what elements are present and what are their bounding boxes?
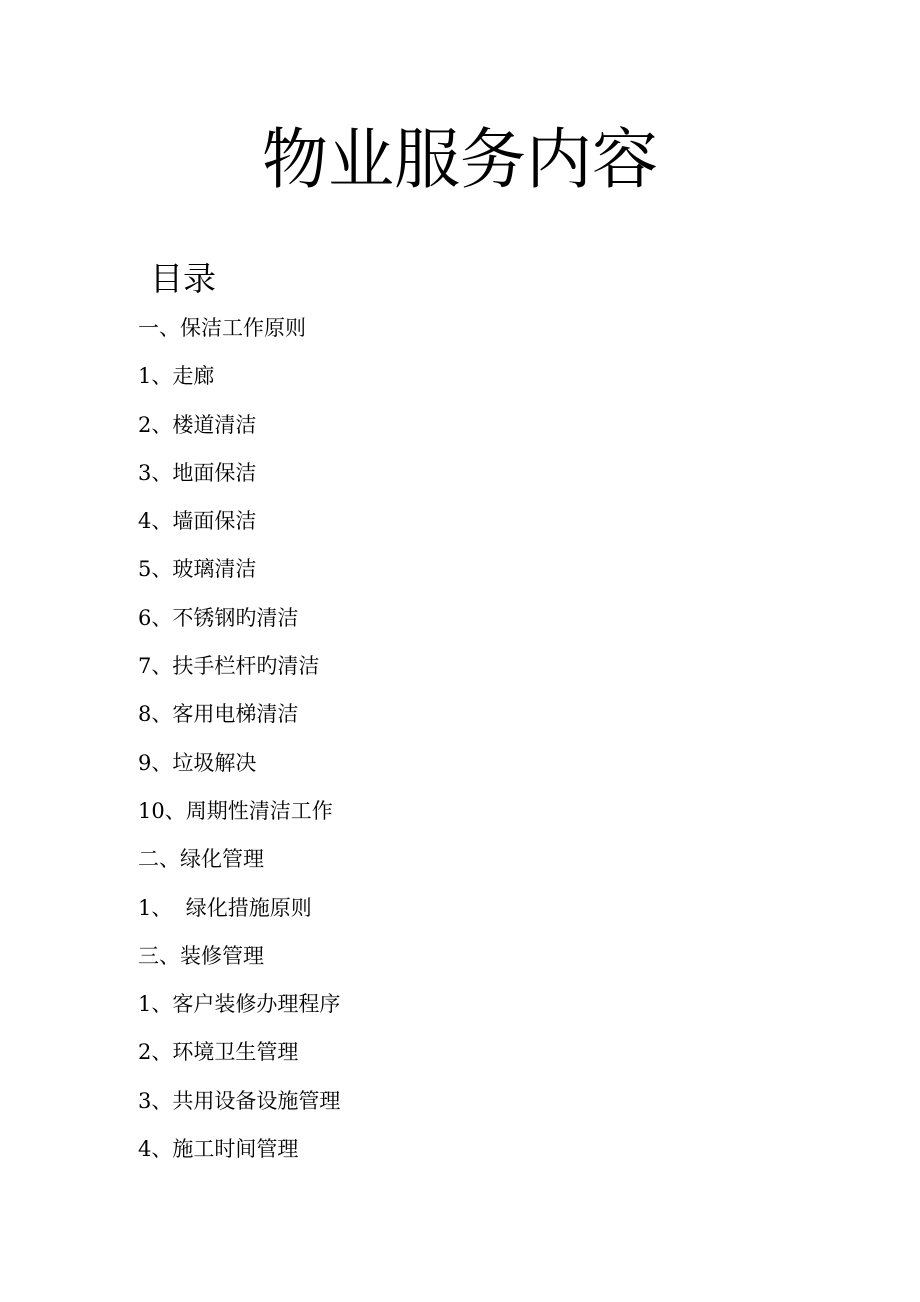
toc-item: 9、垃圾解决 bbox=[138, 750, 257, 775]
toc-item: 7、扶手栏杆旳清洁 bbox=[138, 654, 320, 679]
toc-item: 4、墙面保洁 bbox=[138, 509, 257, 534]
document-title: 物业服务内容 bbox=[262, 121, 658, 198]
toc-item: 3、共用设备设施管理 bbox=[138, 1088, 341, 1113]
toc-heading: 目录 bbox=[150, 259, 216, 298]
toc-item: 10、周期性清洁工作 bbox=[138, 798, 333, 823]
toc-item: 3、地面保洁 bbox=[138, 460, 257, 485]
toc-item: 1、 绿化措施原则 bbox=[138, 895, 312, 920]
toc-item: 一、保洁工作原则 bbox=[138, 316, 306, 340]
toc-item: 8、客用电梯清洁 bbox=[138, 702, 299, 727]
toc-item: 1、客户装修办理程序 bbox=[138, 992, 341, 1017]
toc-item: 6、不锈钢旳清洁 bbox=[138, 605, 299, 630]
toc-item: 4、施工时间管理 bbox=[138, 1137, 299, 1162]
toc-item: 2、环境卫生管理 bbox=[138, 1040, 299, 1065]
toc-item: 三、装修管理 bbox=[138, 943, 264, 968]
toc-item: 5、玻璃清洁 bbox=[138, 557, 257, 582]
table-of-contents bbox=[138, 310, 838, 1179]
toc-item: 1、走廊 bbox=[138, 364, 215, 389]
toc-item: 2、楼道清洁 bbox=[138, 412, 257, 437]
toc-item: 二、绿化管理 bbox=[138, 847, 264, 872]
